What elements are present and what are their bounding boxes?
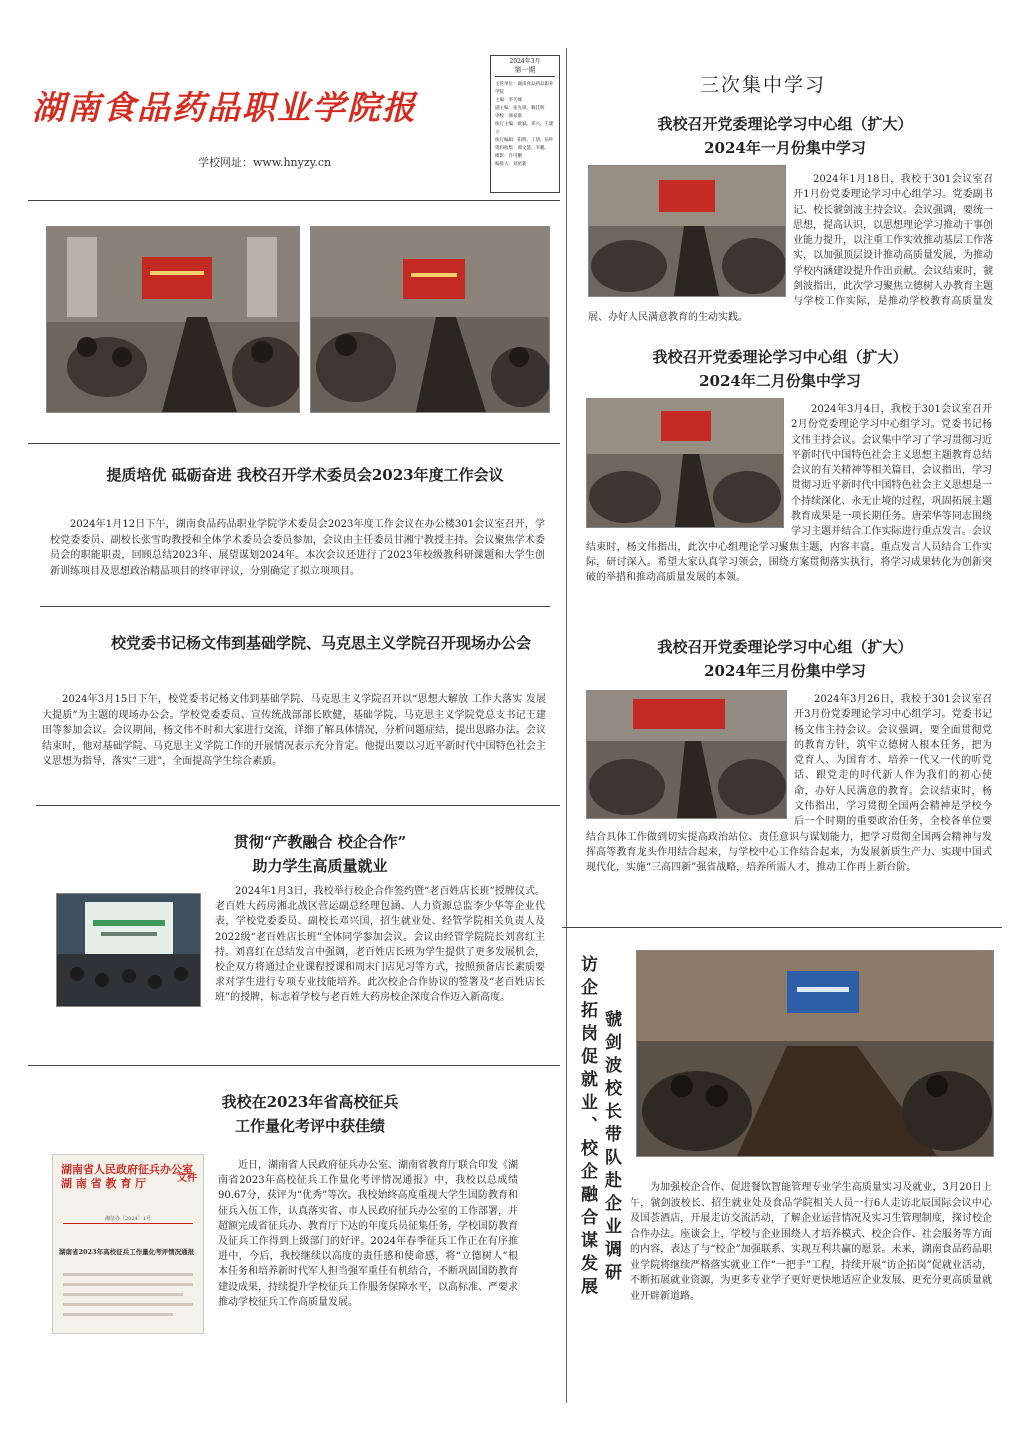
credit-line: 主编：李天峰 <box>495 98 522 103</box>
newspaper-title: 湖南食品药品职业学院报 <box>32 88 417 127</box>
headline-line: 工作量化考评中获佳绩 <box>234 1117 385 1135</box>
doc-text-line <box>63 1273 193 1276</box>
article-body <box>588 172 993 325</box>
article-text: 2024年3月26日，我校于301会议室召开3月份党委理论学习中心组学习。党委书记杨文伟主持会议。会议强调，要全面贯彻党的教育方针，筑牢立德树人根本任务，把为党育人、为国育才、培养一代又一代的听党话、跟党走的时代新人作为我们的初心使命，办好人民满意的教育。会议结束时，杨文伟指出，学习贯彻全国两会精神是学校今后一个时期的重要政治任务，全校各单位要结合具体工作做到切实提高政治站位、责任意识与谋划能力，把学习贯彻全国两会精神与发挥高等教育龙头作用结合起来，与学校中心工作结合起来，为发展新质生产力、实现中国式现代化，实施“三高四新”强省战略，培养所需人才，推动工作再上新台阶。 <box>586 694 992 874</box>
doc-text-line <box>63 1303 193 1306</box>
article-body: 为加强校企合作、促进餐饮智能管理专业学生高质量实习及就业，3月20日上午，虢剑波校长、招生就业处及食品学院相关人员一行6人走访北辰国际会议中心及国荟酒店，开展走访交流活动，了解企业运营情况及实习生管理制度，探讨校企合作办法。座谈会上，学校与企业围绕人才培养模式、校企合作、社会服务等方面的内容，表达了与“校企”加强联系、实现互利共赢的愿景。未来，湖南食品药品职业学院将继续严格落实就业工作“一把手”工程，持续开展“访企拓岗”促就业活动，不断拓展就业资源，为更多专业学子更好更快地适应企业发展、更充分更高质量就业开辟新道路。 <box>630 1182 992 1302</box>
rule <box>562 927 1002 928</box>
headline-line: 我校召开党委理论学习中心组（扩大） <box>657 115 913 133</box>
rule <box>40 606 550 607</box>
section-title: 三次集中学习 <box>700 74 827 96</box>
credit-line: 摄影：许可鹏 <box>495 154 522 159</box>
doc-red-rule <box>63 1223 193 1224</box>
doc-header: 湖 南 省 教 育 厅 <box>61 1177 147 1190</box>
headline-line: 我校在2023年省高校征兵 <box>221 1093 399 1111</box>
article-body: 2024年3月15日下午，校党委书记杨文伟到基础学院、马克思主义学院召开以“思想大解放 工作大落实 发展大提质”为主题的现场办公会。学校党委委员、宣传统战部部长欧健，基础学院、马克思主义学院党总支书记王建田等参加会议。会议期间，杨文伟不时和大家进行交流，详细了解具体情况，分析问题症结，提出思路办法。会议结束时，他对基础学院、马克思主义学院工作的开展情况表示充分肯定。他提出要以习近平新时代中国特色社会主义思想为指导，落实“三进”，全面提高学生综合素质。 <box>42 694 546 767</box>
photo-spacer <box>586 692 794 820</box>
headline-line: 贯彻“产教融合 校企合作” <box>233 833 407 851</box>
credit-line: 审校：颜家康 <box>495 114 522 119</box>
article-headline: 校党委书记杨文伟到基础学院、马克思主义学院召开现场办公会 <box>110 634 531 652</box>
issue-number: 第一期 <box>495 66 555 77</box>
article-headline: 提质培优 砥砺奋进 我校召开学术委员会2023年度工作会议 <box>106 466 504 484</box>
doc-number: 湘征办〔2024〕1号 <box>105 1216 151 1222</box>
meeting-photo <box>46 226 300 413</box>
article-body: 近日，湖南省人民政府征兵办公室、湖南省教育厅联合印发《湖南省2023年高校征兵工作量化考评情况通报》中，我校以总成绩90.67分，获评为“优秀”等次。我校始终高度重视大学生国防教育和征兵入伍工作，认真落实省、市人民政府征兵办公室的工作部署，并超额完成省征兵办、教育厅下达的年度兵员征集任务，学校国防教育及征兵工作得到上级部门的好评。2024年春季征兵工作正在有序推进中，今后，我校继续以高度的责任感和使命感，将“立德树人”根本任务和培养新时代军人担当强军重任有机结合，不断巩固国防教育建设成果，持续提升学校征兵工作服务保障水平，以高标准、严要求推动学校征兵工作高质量发展。 <box>218 1160 518 1308</box>
rule <box>28 443 560 444</box>
doc-header: 湖南省人民政府征兵办公室 <box>61 1163 193 1176</box>
photo-spacer <box>588 172 793 300</box>
enterprise-visit-photo <box>636 950 994 1157</box>
credit-line: 执行编辑：阳辉、丁倩、伍叶 <box>495 138 554 143</box>
rule <box>36 805 560 806</box>
headline-line: 2024年三月份集中学习 <box>704 662 866 680</box>
article-body: 2024年1月12日下午，湖南食品药品职业学院学术委员会2023年度工作会议在办公楼301会议室召开，学校党委委员、副校长张雪昀教授和全体学术委员会委员参加，会议由主任委员甘湘宁教授主持。会议聚焦学术委员会的职能职责，回顾总结2023年、展望谋划2024年。本次会议还进行了2023年校级教科研课题和大学生创新训练项目及思想政治精品项目的终审评议，分别确定了拟立项项目。 <box>50 519 545 577</box>
vertical-subheadline: 虢剑波校长带队赴企业调研 <box>601 1010 621 1286</box>
doc-header-suffix: 文件 <box>177 1173 197 1184</box>
article-body <box>586 692 992 876</box>
article-headline <box>190 1090 430 1138</box>
photo-spacer <box>586 402 791 532</box>
headline-line: 助力学生高质量就业 <box>252 857 388 875</box>
credit-line: 执行主编：欧斌、邓兴、王建立 <box>495 122 554 135</box>
article-headline <box>190 830 450 878</box>
rule <box>28 1065 560 1066</box>
article-headline <box>615 345 945 393</box>
credit-line: 资料收集：谭文慧、李鹏、 <box>495 146 549 151</box>
headline-line: 2024年二月份集中学习 <box>699 372 861 390</box>
doc-text-line <box>63 1283 193 1286</box>
signing-ceremony-photo <box>56 893 201 1007</box>
headline-line: 我校召开党委理论学习中心组（扩大） <box>652 348 908 366</box>
article-body: 2024年1月3日，我校举行校企合作签约暨“老百姓店长班”授牌仪式。老百姓大药房湘北战区营运副总经理包涵、人力资源总监李少华等企业代表，学校党委委员、副校长邓兴国，招生就业处、经管学院相关负责人及2022级“老百姓店长班”全体同学参加会议。会议由经管学院院长刘喜红主持。刘喜红在总结发言中强调，老百姓店长班为学生提供了更多发展机会，校企双方将通过企业课程授课和周末门店见习等方式，按照预备店长素质要求对学生进行专项专业技能培养。此次校企合作协议的签署及“老百姓店长班”的授牌，标志着学校与老百姓大药房校企深度合作迈入新高度。 <box>215 886 545 1004</box>
column-divider <box>566 48 567 1403</box>
doc-text-line <box>63 1293 183 1296</box>
website-url: 学校网址：www.hnyzy.cn <box>198 156 332 169</box>
issue-info-box <box>490 55 560 193</box>
meeting-photo <box>310 226 550 413</box>
article-headline <box>600 112 970 160</box>
doc-title: 湖南省2023年高校征兵工作量化考评情况通报 <box>59 1248 195 1256</box>
rule <box>28 200 560 201</box>
vertical-headline: 访企拓岗促就业、校企融合谋发展 <box>577 955 597 1300</box>
article-text: 2024年3月4日，我校于301会议室召开2月份党委理论学习中心组学习。党委书记杨文伟主持会议。会议集中学习了学习贯彻习近平新时代中国特色社会主义思想主题教育总结会议的有关精神等相关篇目，会议指出，学习贯彻习近平新时代中国特色社会主义思想是一个持续深化、永无止境的过程，巩固拓展主题教育成果是一项长期任务。唐荣华等同志围绕学习主题并结合工作实际进行重点发言。会议结束时，杨文伟指出，此次中心组理论学习聚焦主题，内容丰富。重点发言人员结合工作实际，研讨深入。希望大家认真学习领会，围绕方案贯彻落实执行，将学习成果转化为创新突破的举措和推动高质量发展的本领。 <box>586 404 992 584</box>
headline-line: 我校召开党委理论学习中心组（扩大） <box>657 638 913 656</box>
credit-line: 主管单位：湖南食品药品职业学院 <box>495 82 554 95</box>
article-headline <box>620 635 950 683</box>
credit-line: 编排人：刘星新 <box>495 162 527 167</box>
credit-line: 副主编：张先锋、赖佳辉 <box>495 106 545 111</box>
official-document-image <box>52 1154 204 1334</box>
issue-date: 2024年3月 <box>509 58 541 65</box>
article-text: 2024年1月18日，我校于301会议室召开1月份党委理论学习中心组学习。党委副书记、校长虢剑波主持会议。会议强调，要统一思想，提高认识，以思想理论学习推动干事创业能力提升，以注重工作实效推动基层工作落实，以加强顶层设计推动高质量发展，为推动学校内涵建设提升作出贡献。会议结束时，虢剑波指出，此次学习聚焦立德树人办教育主题与学校工作实际，是推动学校教育高质量发展、办好人民满意教育的生动实践。 <box>588 174 993 323</box>
article-body <box>586 402 992 586</box>
doc-text-line <box>63 1313 173 1316</box>
headline-line: 2024年一月份集中学习 <box>704 139 866 157</box>
